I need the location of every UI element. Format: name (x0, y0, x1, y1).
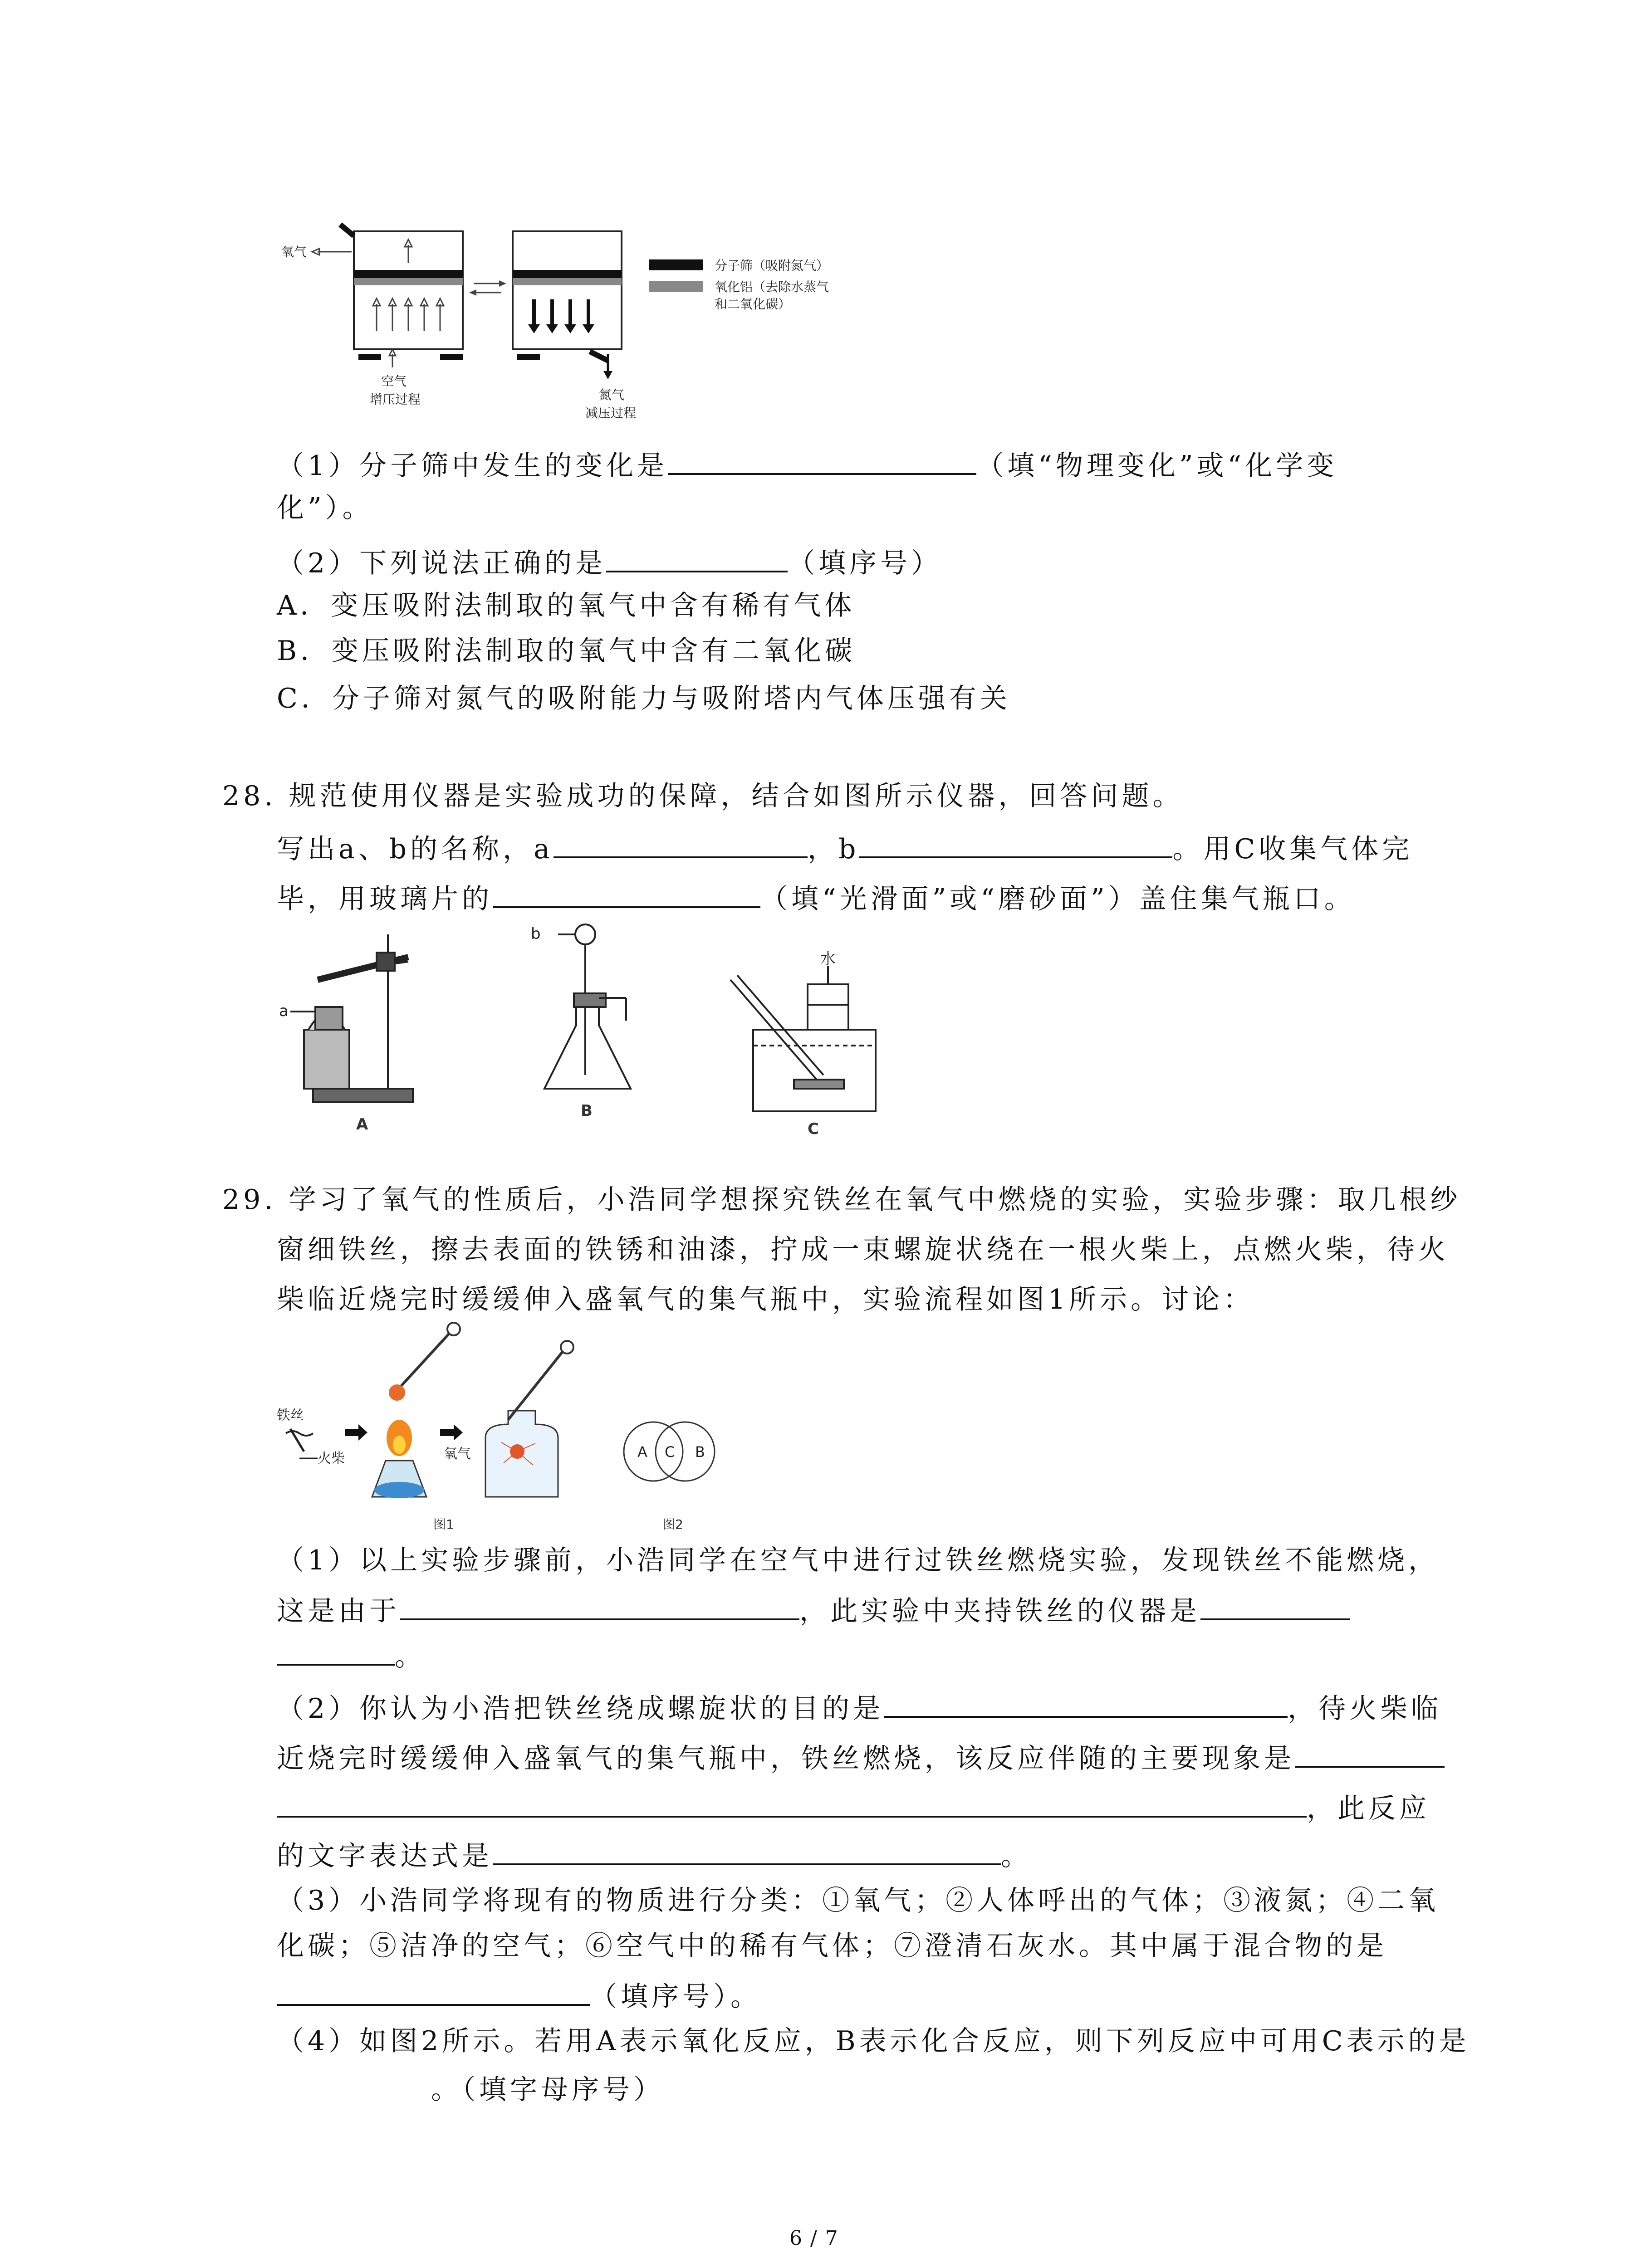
apparatus-c (730, 966, 876, 1111)
q29-blank-4[interactable] (1295, 1740, 1445, 1768)
q29-part1-line2 (277, 1592, 1350, 1627)
psa-pressurize-label: 增压过程 (370, 392, 421, 407)
q28-text-b: ，b (807, 833, 860, 865)
apparatus-a (290, 934, 413, 1102)
q29-part1-text-d: 。 (395, 1641, 426, 1672)
q29-part2-text-c: 近烧完时缓缓伸入盛氧气的集气瓶中，铁丝燃烧，该反应伴随的主要现象是 (277, 1743, 1295, 1774)
q27-part1-text-b: （填“物理变化”或“化学变 (976, 450, 1338, 482)
apparatus-c-water-label: 水 (820, 950, 836, 968)
psa-legend-alumina-1: 氧化铝（去除水蒸气 (715, 279, 829, 294)
q28-text-c: 。用C收集气体完 (1172, 833, 1413, 865)
fig1-iron-label: 铁丝 (277, 1408, 304, 1423)
q27-part1-text-a: （1）分子筛中发生的变化是 (277, 450, 668, 482)
q29-part2-line4 (277, 1837, 1032, 1872)
q29-part2-text-e: 的文字表达式是 (277, 1840, 493, 1872)
q28-apparatus-figure (272, 916, 907, 1143)
venn-label-b: B (695, 1443, 705, 1461)
q29-blank-2-cont[interactable] (277, 1637, 395, 1666)
q29-blank-3[interactable] (884, 1690, 1288, 1718)
psa-nitrogen-label: 氮气 (599, 387, 625, 402)
psa-legend-alumina-2: 和二氧化碳） (715, 297, 791, 312)
apparatus-b (544, 924, 631, 1089)
psa-legend-sieve: 分子筛（吸附氮气） (715, 258, 829, 273)
q28-text-e: （填“光滑面”或“磨砂面”）盖住集气瓶口。 (760, 883, 1355, 915)
q29-part3-text-c: （填序号）。 (590, 1981, 761, 2013)
q29-part4-line2 (277, 2071, 664, 2106)
apparatus-a-label-a: a (279, 1002, 289, 1020)
fig1-caption: 图1 (433, 1517, 454, 1532)
q27-answer-blank-2[interactable] (606, 544, 788, 572)
q29-stem-line1: 29. 学习了氧气的性质后，小浩同学想探究铁丝在氧气中燃烧的实验，实验步骤：取几根纱 (222, 1184, 1461, 1216)
apparatus-b-caption: B (581, 1102, 593, 1120)
q29-blank-2[interactable] (1200, 1592, 1350, 1620)
q27-part1-text-c: 化”）。 (277, 492, 373, 524)
q29-part2-text-d: ，此反应 (1307, 1793, 1430, 1824)
apparatus-b-label-b: b (531, 925, 541, 943)
q29-part1-line3 (277, 1637, 426, 1672)
q27-option-b: B．变压吸附法制取的氧气中含有二氧化碳 (277, 635, 856, 667)
q29-stem-line3: 柴临近烧完时缓缓伸入盛氧气的集气瓶中，实验流程如图1所示。讨论： (277, 1284, 1254, 1315)
psa-air-label: 空气 (381, 374, 407, 389)
q29-part2-text-a: （2）你认为小浩把铁丝绕成螺旋状的目的是 (277, 1693, 884, 1725)
q28-text-d: 毕，用玻璃片的 (277, 883, 493, 915)
q29-part2-text-f: 。 (1001, 1840, 1032, 1872)
q29-part3-line3 (277, 1978, 761, 2013)
q27-part2-line (277, 544, 942, 579)
apparatus-c-caption: C (808, 1120, 819, 1138)
psa-oxygen-label: 氧气 (281, 244, 307, 259)
q27-answer-blank-1[interactable] (668, 447, 976, 475)
q28-blank-a[interactable] (554, 830, 808, 858)
q29-part1-line1: （1）以上实验步骤前，小浩同学在空气中进行过铁丝燃烧实验，发现铁丝不能燃烧， (277, 1545, 1440, 1576)
fig1-match-label: 火柴 (318, 1451, 345, 1466)
q28-blank-c[interactable] (493, 880, 760, 908)
q28-line3 (277, 880, 1355, 915)
q29-figures (272, 1315, 771, 1533)
q29-part3-line2: 化碳；⑤洁净的空气；⑥空气中的稀有气体；⑦澄清石灰水。其中属于混合物的是 (277, 1930, 1387, 1962)
q28-line2 (277, 830, 1413, 865)
q28-blank-b[interactable] (859, 830, 1172, 858)
q29-blank-5[interactable] (493, 1837, 1001, 1865)
q28-stem: 28. 规范使用仪器是实验成功的保障，结合如图所示仪器，回答问题。 (222, 780, 1184, 812)
q29-part4-line1: （4）如图2所示。若用A表示氧化反应，B表示化合反应，则下列反应中可用C表示的是 (277, 2025, 1470, 2057)
q29-blank-1[interactable] (400, 1592, 799, 1620)
q29-stem-line2: 窗细铁丝，擦去表面的铁锈和油漆，拧成一束螺旋状绕在一根火柴上，点燃火柴，待火 (277, 1234, 1449, 1266)
q29-part2-line3 (277, 1789, 1430, 1824)
q29-part1-text-b: 这是由于 (277, 1595, 400, 1627)
q28-text-a: 写出a、b的名称，a (277, 833, 554, 865)
q29-part2-line1 (277, 1690, 1442, 1725)
q27-part2-text-b: （填序号） (788, 547, 942, 579)
q29-part2-text-b: ，待火柴临 (1288, 1693, 1442, 1725)
q27-part1-line1 (277, 447, 1337, 482)
q27-part2-text: （2）下列说法正确的是 (277, 547, 607, 579)
psa-depressurize-label: 减压过程 (585, 406, 637, 420)
apparatus-a-caption: A (356, 1115, 368, 1134)
psa-figure (272, 218, 907, 435)
q29-part3-line1: （3）小浩同学将现有的物质进行分类：①氧气；②人体呼出的气体；③液氮；④二氧 (277, 1885, 1440, 1916)
q29-part4-text-b: 。（填字母序号） (431, 2074, 664, 2106)
venn-label-c: C (665, 1443, 675, 1461)
fig2-caption: 图2 (662, 1517, 683, 1532)
q29-blank-7[interactable] (277, 2071, 431, 2099)
q29-part2-line2 (277, 1740, 1445, 1774)
q29-part1-text-c: ，此实验中夹持铁丝的仪器是 (799, 1595, 1200, 1627)
q29-blank-6[interactable] (277, 1978, 590, 2006)
venn-label-a: A (637, 1443, 647, 1461)
q27-option-a: A．变压吸附法制取的氧气中含有稀有气体 (277, 590, 856, 621)
fig1-oxygen-label: 氧气 (444, 1446, 471, 1462)
page-number: 6 / 7 (789, 2227, 839, 2250)
q27-option-c: C．分子筛对氮气的吸附能力与吸附塔内气体压强有关 (277, 683, 1011, 714)
q29-blank-4-cont[interactable] (277, 1789, 1307, 1818)
